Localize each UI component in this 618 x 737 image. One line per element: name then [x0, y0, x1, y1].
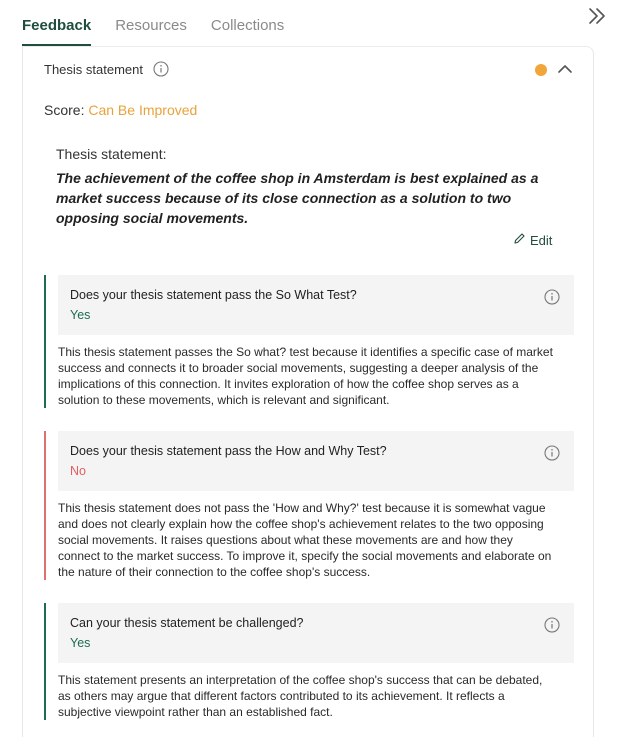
- score-row: [44, 102, 197, 118]
- status-dot: [535, 64, 547, 76]
- pencil-icon: [513, 232, 526, 248]
- answer-text: Yes: [70, 636, 91, 650]
- question-text: Can your thesis statement be challenged?: [70, 616, 304, 630]
- edit-label: Edit: [530, 232, 553, 248]
- score-label: Score:: [44, 102, 85, 118]
- tab-feedback[interactable]: Feedback: [22, 0, 91, 46]
- question-text: Does your thesis statement pass the So What Test?: [70, 288, 357, 302]
- card-title: Thesis statement: [44, 62, 143, 77]
- question-text: Does your thesis statement pass the How and Why Test?: [70, 444, 387, 458]
- info-icon[interactable]: [153, 61, 169, 77]
- question-box: [58, 431, 574, 491]
- explanation-text: This thesis statement does not pass the 'How and Why?' test because it is somewhat vague and does not clearly explain how the coffee shop's achievement relates to the two opposing social movements. It raises questions about what these movements are and how they connect to the market success. To improve it, specify the social movements and elaborate on the nature of their connection to the coffee shop's success.: [58, 501, 552, 579]
- info-icon[interactable]: [544, 617, 560, 633]
- tab-collections[interactable]: Collections: [210, 17, 285, 34]
- check-block: [44, 603, 574, 720]
- question-box: [58, 275, 574, 335]
- explanation-text: This statement presents an interpretation of the coffee shop's success that can be debated, as others may argue that different factors contributed to its achievement. It reflects a subjective viewpoint rather than an established fact.: [58, 673, 543, 719]
- info-icon[interactable]: [544, 289, 560, 305]
- check-block: [44, 431, 574, 580]
- double-chevron-right-icon[interactable]: [586, 6, 608, 26]
- thesis-label: Thesis statement:: [56, 146, 167, 162]
- score-value: Can Be Improved: [88, 102, 198, 118]
- info-icon[interactable]: [544, 445, 560, 461]
- explanation-text: This thesis statement passes the So what? test because it identifies a specific case of market success and connects it to broader social movements, suggesting a deeper analysis of the implications of this connection. It invites exploration of how the coffee shop serves as a solution to these movements, which is relevant and significant.: [58, 345, 553, 407]
- edit-button[interactable]: [513, 232, 552, 248]
- answer-text: No: [70, 464, 86, 478]
- chevron-up-icon[interactable]: [557, 62, 573, 76]
- check-block: [44, 275, 574, 408]
- tab-resources[interactable]: Resources: [115, 17, 187, 34]
- thesis-text: The achievement of the coffee shop in Amsterdam is best explained as a market success because of its close connection as a solution to two opposing social movements.: [56, 170, 539, 226]
- question-box: [58, 603, 574, 663]
- answer-text: Yes: [70, 308, 91, 322]
- tab-bar: [22, 0, 308, 46]
- thesis-feedback-card: [22, 46, 594, 737]
